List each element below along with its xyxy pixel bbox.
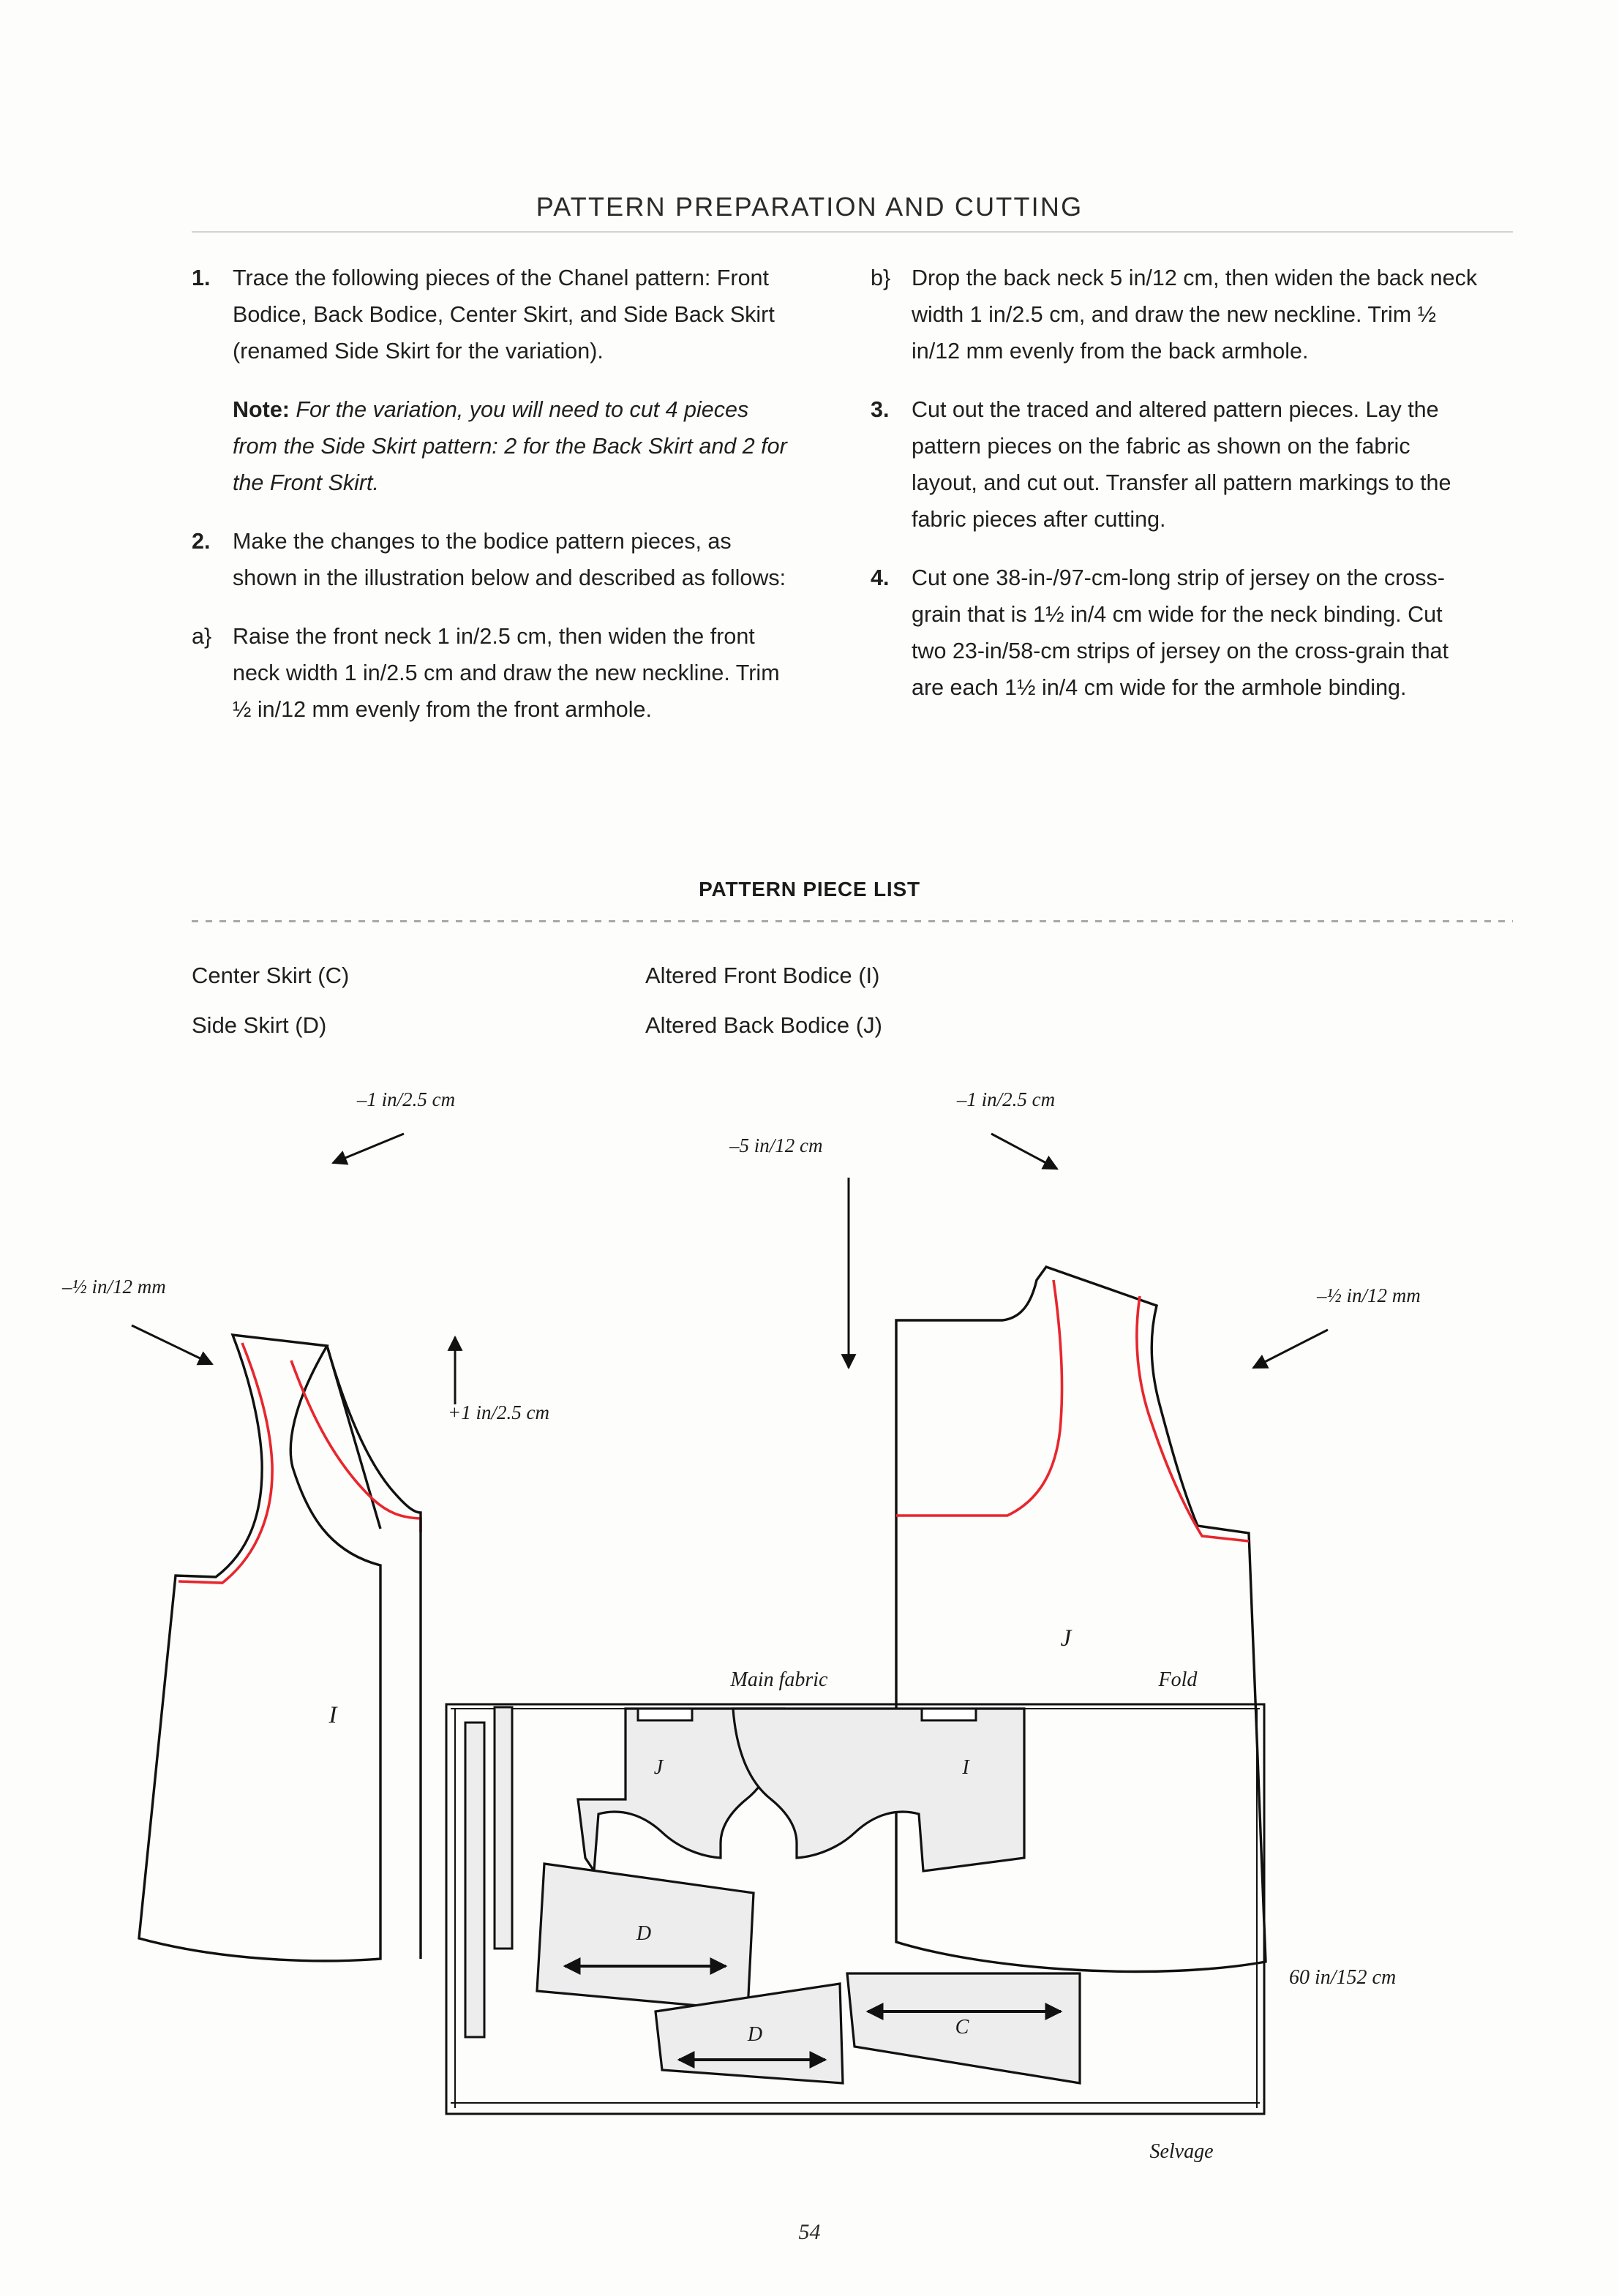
main-fabric-label: Main fabric [730,1668,828,1691]
front-bodice-piece-label: I [328,1702,337,1728]
back-bodice-altered-armhole [896,1280,1062,1516]
list-item [192,1001,1435,1050]
list-marker: 1. [192,266,211,290]
page-number: 54 [798,2220,821,2244]
front-shoulder-annotation: –1 in/2.5 cm [356,1088,456,1110]
fabric-layout-diagram [446,1668,1396,2163]
selvage-label: Selvage [1149,2140,1214,2163]
list-item [871,560,1478,706]
illustration-area [0,1061,1619,2202]
list-item [192,951,1435,1001]
note-text: For the variation, you will need to cut 4 pieces from the Side Skirt pattern: 2 for the Back Skirt and 2 for the Front Skirt. [233,397,787,495]
front-bodice-original-outline [139,1335,380,1961]
list-item [871,391,1478,538]
fabric-piece-J-label: J [653,1756,664,1779]
list-item [192,523,799,596]
pattern-piece-list-divider [192,920,1513,922]
binding-strip-short-a [495,1707,512,1949]
fabric-width-label: 60 in/152 cm [1289,1966,1397,1989]
piece-name: Center Skirt (C) [192,963,350,988]
list-marker: a} [192,624,212,649]
piece-name: Side Skirt (D) [192,1012,327,1038]
back-shoulder-annotation: –1 in/2.5 cm [956,1088,1056,1110]
instructions-right-column [871,260,1478,728]
instructions-left-column [192,260,799,750]
back-shoulder-arrow [991,1134,1057,1169]
list-marker: b} [871,266,891,290]
binding-strip-long [465,1723,484,2037]
fabric-piece-I-notch [922,1709,976,1720]
list-item [192,618,799,728]
note-label: Note: [233,397,290,422]
back-armhole-arrow [1253,1330,1328,1368]
note-block [233,391,799,501]
front-armhole-arrow [132,1325,212,1364]
back-armhole-annotation: –½ in/12 mm [1317,1284,1421,1306]
back-neck-drop-annotation: –5 in/12 cm [729,1134,823,1156]
fabric-piece-I-label: I [962,1756,969,1779]
front-shoulder-arrow [333,1134,404,1163]
list-marker: 4. [871,565,890,590]
list-text: Drop the back neck 5 in/12 cm, then widen the back neck width 1 in/2.5 cm, and draw the new neckline. Trim ½ in/12 mm evenly from the back armhole. [912,266,1478,364]
back-bodice-piece-label: J [1060,1625,1072,1652]
fold-label: Fold [1158,1668,1198,1691]
back-bodice-altered-side-armhole [1137,1296,1249,1541]
front-neck-raise-annotation: +1 in/2.5 cm [448,1401,549,1423]
list-marker: 2. [192,529,211,554]
list-item [871,260,1478,369]
pattern-piece-list [192,951,1435,1050]
running-head: PATTERN PREPARATION AND CUTTING [536,192,1083,222]
list-item [192,260,799,369]
fabric-piece-C-label: C [955,2016,969,2039]
front-bodice-altered-armhole [179,1343,272,1583]
pattern-illustrations-svg [0,1061,1619,2202]
fabric-piece-J-notch [638,1709,692,1720]
list-text: Cut one 38-in-/97-cm-long strip of jersey on the cross-grain that is 1½ in/4 cm wide for the neck binding. Cut two 23-in/58-cm strips of jersey on the cross-grain that are each 1½ in/4 cm wide for the armhole binding. [912,565,1449,700]
front-armhole-annotation: –½ in/12 mm [62,1276,166,1298]
list-marker: 3. [871,397,890,422]
fabric-piece-D1-label: D [636,1922,652,1945]
list-text: Cut out the traced and altered pattern pieces. Lay the pattern pieces on the fabric as shown on the fabric layout, and cut out. Transfer all pattern markings to the fabric pieces after cutting. [912,397,1451,532]
piece-name: Altered Front Bodice (I) [645,963,880,988]
fabric-piece-D2-label: D [747,2023,763,2046]
pattern-piece-list-title: PATTERN PIECE LIST [699,878,920,900]
list-text: Trace the following pieces of the Chanel pattern: Front Bodice, Back Bodice, Center Skirt, and Side Back Skirt (renamed Side Skirt for the variation). [233,266,775,364]
piece-name: Altered Back Bodice (J) [645,1012,882,1038]
header-rule [192,231,1513,233]
list-text: Make the changes to the bodice pattern pieces, as shown in the illustration below and described as follows: [233,529,786,590]
fabric-piece-I [733,1709,1024,1871]
list-text: Raise the front neck 1 in/2.5 cm, then widen the front neck width 1 in/2.5 cm and draw the new neckline. Trim ½ in/12 mm evenly from the front armhole. [233,624,780,722]
